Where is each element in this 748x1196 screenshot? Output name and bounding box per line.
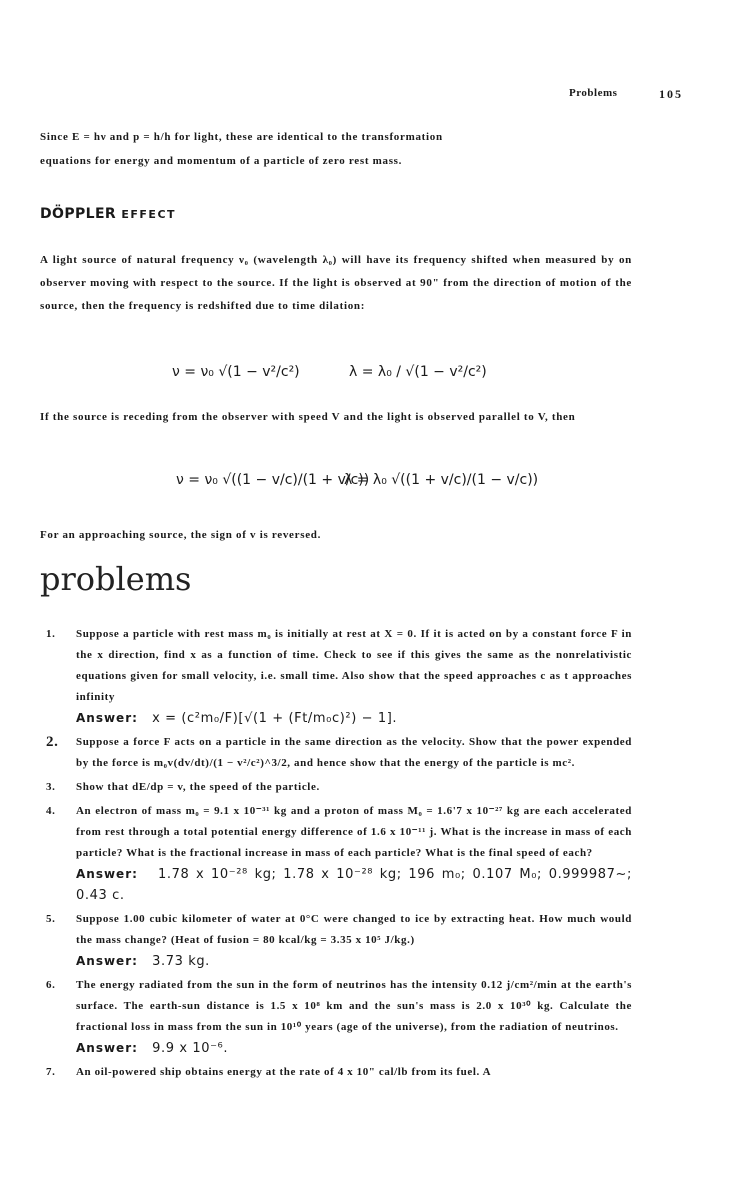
problem-text: Show that dE/dp = v, the speed of the particle. <box>76 781 320 793</box>
problem-answer <box>76 951 632 972</box>
doppler-paragraph-3: For an approaching source, the sign of v is reversed. <box>40 529 322 541</box>
intro-line-2: equations for energy and momentum of a particle of zero rest mass. <box>40 155 403 167</box>
problem-item <box>40 732 632 774</box>
problem-text: An electron of mass m₀ = 9.1 x 10⁻³¹ kg and a proton of mass M₀ = 1.6'7 x 10⁻²⁷ kg are each accelerated from rest through a total potential energy difference of 1.6 x 10⁻¹¹ j. What is the increase in mass of each particle? What is the fractional increase in mass of each particle? What is the final speed of each? <box>76 805 632 859</box>
problem-item <box>40 975 632 1059</box>
section-heading-main: DÖPPLER <box>40 206 117 222</box>
answer-label: Answer: <box>76 1041 138 1055</box>
section-heading <box>40 206 176 222</box>
answer-value: 3.73 kg. <box>152 954 210 969</box>
answer-value: 9.9 x 10⁻⁶. <box>152 1041 229 1056</box>
problem-number: 7. <box>46 1066 56 1078</box>
problem-item <box>40 624 632 729</box>
equation-nu-transverse: ν = ν₀ √(1 − v²/c²) <box>172 364 300 380</box>
problem-number: 4. <box>46 805 56 817</box>
problem-number: 2. <box>46 734 59 750</box>
problem-item <box>40 1062 632 1083</box>
problem-number: 5. <box>46 913 56 925</box>
doppler-paragraph-2: If the source is receding from the observer with speed V and the light is observed parallel to V, then <box>40 411 576 423</box>
answer-label: Answer: <box>76 867 138 881</box>
problem-text: Suppose a particle with rest mass m₀ is initially at rest at X = 0. If it is acted on by a constant force F in the x direction, find x as a function of time. Check to see if this gives the same as the nonrelativistic equations given for small velocity, i.e. small time. Also show that the speed approaches c as t approaches infinity <box>76 628 632 703</box>
problem-item <box>40 801 632 906</box>
problem-text: Suppose a force F acts on a particle in the same direction as the velocity. Show that the power expended by the force is m₀v(dv/dt)/(1 − v²/c²)^3/2, and hence show that the energy of the particle is mc². <box>76 736 632 769</box>
answer-value: 1.78 x 10⁻²⁸ kg; 1.78 x 10⁻²⁸ kg; 196 m₀; 0.107 M₀; 0.999987~; 0.43 c. <box>76 867 632 903</box>
problem-text: An oil-powered ship obtains energy at the rate of 4 x 10" cal/lb from its fuel. A <box>76 1066 492 1078</box>
problem-text: The energy radiated from the sun in the form of neutrinos has the intensity 0.12 j/cm²/min at the earth's surface. The earth-sun distance is 1.5 x 10⁸ km and the sun's mass is 2.0 x 10³⁰ kg. Calculate the fractional loss in mass from the sun in 10¹⁰ years (age of the universe), from the radiation of neutrinos. <box>76 979 632 1033</box>
doppler-paragraph-1: A light source of natural frequency ν₀ (wavelength λ₀) will have its frequency shifted when measured by on observer moving with respect to the source. If the light is observed at 90" from the direction of motion of the source, then the frequency is redshifted due to time dilation: <box>40 254 632 312</box>
problem-number: 6. <box>46 979 56 991</box>
section-heading-rest: EFFECT <box>121 208 177 221</box>
answer-label: Answer: <box>76 954 138 968</box>
problem-number: 3. <box>46 781 56 793</box>
problem-item <box>40 777 632 798</box>
problem-text: Suppose 1.00 cubic kilometer of water at 0°C were changed to ice by extracting heat. How much would the mass change? (Heat of fusion = 80 kcal/kg = 3.35 x 10⁵ J/kg.) <box>76 913 632 946</box>
problems-title: problems <box>40 560 192 598</box>
problem-item <box>40 909 632 972</box>
problem-answer <box>76 708 632 729</box>
running-header-section: Problems <box>569 87 618 99</box>
problem-number: 1. <box>46 628 56 640</box>
equation-nu-receding: ν = ν₀ √((1 − v/c)/(1 + v/c)) <box>176 472 370 488</box>
answer-value: x = (c²m₀/F)[√(1 + (Ft/m₀c)²) − 1]. <box>152 711 398 726</box>
page-number: 105 <box>659 87 683 101</box>
intro-line-1: Since E = hν and p = h/h for light, these are identical to the transformation <box>40 131 443 143</box>
problems-list <box>40 624 632 1083</box>
equation-lambda-transverse: λ = λ₀ / √(1 − v²/c²) <box>349 364 487 380</box>
answer-label: Answer: <box>76 711 138 725</box>
problem-answer <box>76 864 632 906</box>
problem-answer <box>76 1038 632 1059</box>
equation-lambda-receding: λ = λ₀ √((1 + v/c)/(1 − v/c)) <box>344 472 539 488</box>
